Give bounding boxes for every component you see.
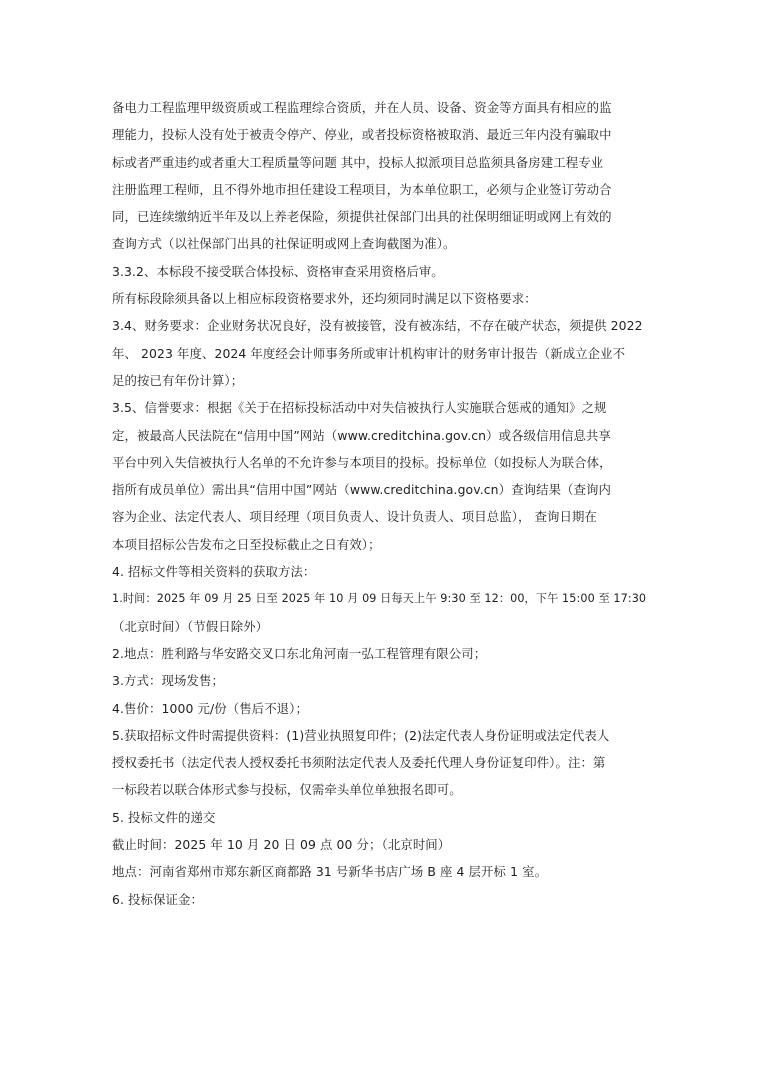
text-line: 3.5、信誉要求：根据《关于在招标投标活动中对失信被执行人实施联合惩戒的通知》之规 — [112, 400, 607, 416]
text-line: 容为企业、法定代表人、项目经理（项目负责人、设计负责人、项目总监）， 查询日期在 — [112, 509, 597, 525]
text-line: 理能力，投标人没有处于被责令停产、停业，或者投标资格被取消、最近三年内没有骗取中 — [112, 127, 612, 143]
text-line: 注册监理工程师，且不得外地市担任建设工程项目，为本单位职工，必须与企业签订劳动合 — [112, 181, 612, 197]
text-line: （北京时间）（节假日除外） — [112, 618, 269, 634]
document-body — [112, 94, 652, 913]
text-line: 2.地点：胜利路与华安路交叉口东北角河南一弘工程管理有限公司； — [112, 645, 487, 661]
text-line: 4.售价：1000 元/份（售后不退）； — [112, 700, 308, 716]
text-line: 足的按已有年份计算）； — [112, 372, 244, 388]
text-line: 3.3.2、本标段不接受联合体投标、资格审查采用资格后审。 — [112, 263, 444, 279]
text-line: 3.方式：现场发售； — [112, 673, 224, 689]
text-line: 1.时间：2025 年 09 月 25 日至 2025 年 10 月 09 日每天上午 9:30 至 12：00，下午 15:00 至 17:30 — [112, 592, 647, 606]
text-line: 5. 投标文件的递交 — [112, 809, 216, 825]
text-line: 同，已连续缴纳近半年及以上养老保险，须提供社保部门出具的社保明细证明或网上有效的 — [112, 209, 612, 225]
text-line: 平台中列入失信被执行人名单的不允许参与本项目的投标。投标单位（如投标人为联合体， — [112, 454, 612, 470]
text-line: 指所有成员单位）需出具“信用中国”网站（www.creditchina.gov.cn）查询结果（查询内 — [112, 482, 612, 498]
text-line: 本项目招标公告发布之日至投标截止之日有效）； — [112, 536, 381, 552]
text-line: 3.4、财务要求：企业财务状况良好，没有被接管，没有被冻结，不存在破产状态，须提供 2022 — [112, 318, 643, 334]
text-line: 授权委托书（法定代表人授权委托书须附法定代表人及委托代理人身份证复印件）。注：第 — [112, 755, 606, 771]
text-line: 一标段若以联合体形式参与投标，仅需牵头单位单独报名即可。 — [112, 782, 462, 798]
text-line: 截止时间：2025 年 10 月 20 日 09 点 00 分；（北京时间） — [112, 837, 451, 853]
text-line: 年、 2023 年度、2024 年度经会计师事务所或审计机构审计的财务审计报告（新成立企业不 — [112, 345, 626, 361]
text-line: 地点：河南省郑州市郑东新区商都路 31 号新华书店广场 B 座 4 层开标 1 室。 — [112, 864, 548, 880]
text-line: 查询方式（以社保部门出具的社保证明或网上查询截图为准）。 — [112, 236, 456, 252]
text-line: 5.获取招标文件时需提供资料：(1)营业执照复印件；(2)法定代表人身份证明或法定代表人 — [112, 727, 610, 743]
text-line: 所有标段除须具备以上相应标段资格要求外，还均须同时满足以下资格要求： — [112, 291, 537, 307]
text-line: 6. 投标保证金： — [112, 891, 204, 907]
text-line: 4. 招标文件等相关资料的获取方法： — [112, 564, 316, 580]
text-line: 备电力工程监理甲级资质或工程监理综合资质，并在人员、设备、资金等方面具有相应的监 — [112, 100, 612, 115]
text-line: 定，被最高人民法院在“信用中国”网站（www.creditchina.gov.cn）或各级信用信息共享 — [112, 427, 612, 443]
text-line: 标或者严重违约或者重大工程质量等问题 其中，投标人拟派项目总监须具备房建工程专业 — [112, 154, 604, 170]
